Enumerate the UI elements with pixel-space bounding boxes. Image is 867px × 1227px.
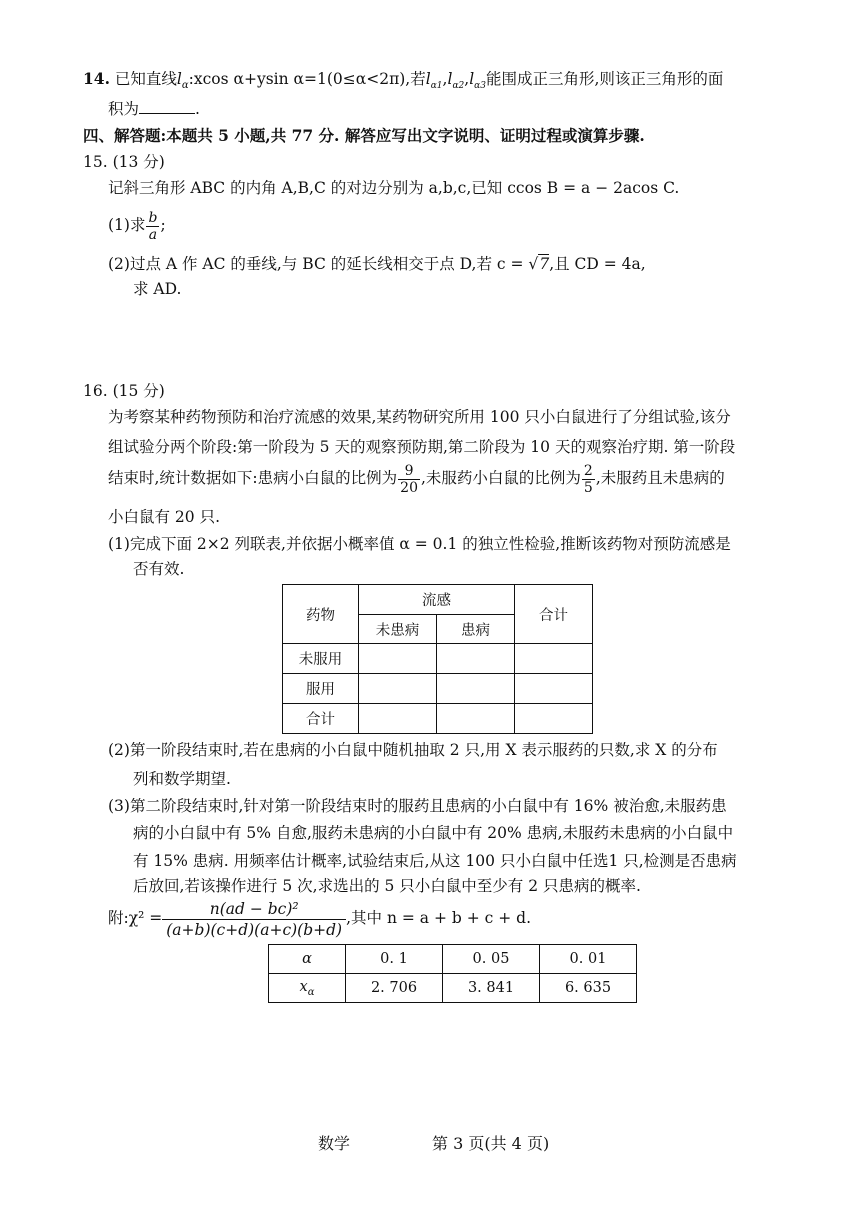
q15-part-1 (108, 207, 166, 243)
sqrt-sign: √ (528, 255, 539, 273)
q16-part-3-line-3: 有 15% 患病. 用频率估计概率,试验结束后,从这 100 只小白鼠中任选1 只,检测是否患病 (133, 852, 737, 870)
q16-part-1-line-1: (1)完成下面 2×2 列联表,并依据小概率值 α = 0.1 的独立性检验,推断该药物对预防流感是 (108, 535, 731, 553)
answer-cell[interactable] (437, 644, 515, 674)
q14-number: 14. (83, 69, 110, 88)
x-symbol: x (299, 978, 308, 995)
subheader-sick: 患病 (437, 615, 515, 644)
q14-line-1 (83, 68, 723, 97)
contingency-table (282, 584, 593, 734)
table-row (269, 945, 637, 974)
table-cell: 6. 635 (540, 974, 637, 1003)
q15-part-2-line-1 (108, 253, 646, 275)
q16-part-3-line-1: (3)第二阶段结束时,针对第一阶段结束时的服药且患病的小白鼠中有 16% 被治愈,未服药患 (108, 797, 727, 815)
q14-l3: l (469, 70, 475, 88)
critical-value-table (268, 944, 637, 1003)
q16-part-2-line-1: (2)第一阶段结束时,若在患病的小白鼠中随机抽取 2 只,用 X 表示服药的只数,求 X 的分布 (108, 741, 718, 759)
q16-stem-line-2: 组试验分两个阶段:第一阶段为 5 天的观察预防期,第二阶段为 10 天的观察治疗期. 第一阶段 (108, 438, 736, 456)
q15-header: 15. (13 分) (83, 153, 165, 171)
q16-stem-3b: ,未服药小白鼠的比例为 (420, 469, 581, 487)
alpha-header: α (269, 945, 346, 974)
q16-stem-line-1: 为考察某种药物预防和治疗流感的效果,某药物研究所用 100 只小白鼠进行了分组试验,该分 (108, 408, 731, 426)
row-label-drug: 服用 (283, 674, 359, 704)
q15-p1-label: (1)求 (108, 216, 146, 234)
q16-header: 16. (15 分) (83, 382, 165, 400)
table-cell: 0. 1 (346, 945, 443, 974)
q14-l1-sub: α1 (430, 81, 443, 92)
q14-text-end: 能围成正三角形,则该正三角形的面 (485, 70, 724, 88)
q15-p1-end: ; (160, 216, 166, 234)
q15-p2-text-a: (2)过点 A 作 AC 的垂线,与 BC 的延长线相交于点 D,若 c = (108, 255, 529, 273)
x-subscript: α (307, 986, 315, 998)
table-row (283, 704, 593, 734)
q14-text-a: 已知直线 (114, 70, 177, 88)
table-cell: 0. 01 (540, 945, 637, 974)
row-label-no-drug: 未服用 (283, 644, 359, 674)
sqrt-value: 7 (539, 255, 550, 273)
q14-l2-sub: α2 (452, 81, 465, 92)
q14-answer-blank[interactable] (139, 99, 195, 114)
answer-cell[interactable] (515, 644, 593, 674)
q15-stem: 记斜三角形 ABC 的内角 A,B,C 的对边分别为 a,b,c,已知 ccos B = a − 2acos C. (108, 179, 680, 197)
answer-cell[interactable] (515, 704, 593, 734)
q15-part-2-line-2: 求 AD. (133, 280, 182, 298)
q14-comma-2: , (464, 70, 470, 88)
q14-l: l (176, 70, 182, 88)
frac-denominator: 20 (400, 479, 418, 496)
frac-numerator: 9 (398, 463, 420, 480)
section-4-heading: 四、解答题:本题共 5 小题,共 77 分. 解答应写出文字说明、证明过程或演算步骤. (83, 126, 645, 145)
q16-stem-3c: ,未服药且未患病的 (595, 469, 725, 487)
answer-cell[interactable] (437, 674, 515, 704)
answer-cell[interactable] (359, 644, 437, 674)
q14-line-2 (108, 98, 200, 120)
q14-l1: l (425, 70, 431, 88)
frac-denominator: (a+b)(c+d)(a+c)(b+d) (166, 920, 343, 939)
header-flu: 流感 (359, 585, 515, 615)
appendix-tail: ,其中 n = a + b + c + d. (346, 909, 532, 927)
q16-sick-ratio-fraction (398, 463, 420, 496)
frac-numerator: n(ad − bc)² (162, 899, 346, 920)
q14-period: . (195, 100, 200, 118)
q16-stem-line-4: 小白鼠有 20 只. (108, 508, 221, 526)
answer-cell[interactable] (515, 674, 593, 704)
q15-p2-text-b: ,且 CD = 4a, (549, 255, 646, 273)
table-cell: 2. 706 (346, 974, 443, 1003)
table-row (283, 674, 593, 704)
chi-square-fraction (162, 899, 346, 940)
q16-part-3-line-2: 病的小白鼠中有 5% 自愈,服药未患病的小白鼠中有 20% 患病,未服药未患病的小白鼠中 (133, 824, 734, 842)
table-row (269, 974, 637, 1003)
subheader-not-sick: 未患病 (359, 615, 437, 644)
q14-area-label: 积为 (108, 100, 140, 118)
appendix-label: 附:χ² = (108, 909, 163, 927)
q16-part-3-line-4: 后放回,若该操作进行 5 次,求选出的 5 只小白鼠中至少有 2 只患病的概率. (133, 877, 641, 895)
q15-b-over-a-fraction (146, 210, 159, 243)
q14-l-sub: α (181, 80, 189, 92)
q16-stem-3a: 结束时,统计数据如下:患病小白鼠的比例为 (108, 469, 398, 487)
answer-cell[interactable] (359, 674, 437, 704)
footer-subject: 数学 (318, 1134, 351, 1153)
appendix-formula (108, 898, 531, 940)
row-label-total: 合计 (283, 704, 359, 734)
table-row (283, 644, 593, 674)
frac-denominator: a (148, 226, 158, 243)
frac-numerator: b (148, 209, 158, 226)
q14-equation: :xcos α+ysin α=1(0≤α<2π),若 (188, 70, 426, 88)
frac-denominator: 5 (583, 479, 593, 496)
q16-stem-line-3 (108, 460, 725, 496)
x-alpha-header (269, 974, 346, 1003)
table-cell: 3. 841 (443, 974, 540, 1003)
q14-l3-sub: α3 (474, 81, 486, 92)
q14-l2: l (447, 70, 453, 88)
frac-numerator: 2 (583, 462, 593, 479)
answer-cell[interactable] (359, 704, 437, 734)
header-total: 合计 (515, 585, 593, 644)
q16-no-drug-ratio-fraction (582, 463, 595, 496)
q16-part-2-line-2: 列和数学期望. (133, 770, 231, 788)
q14-comma-1: , (442, 70, 448, 88)
table-row (283, 585, 593, 615)
answer-cell[interactable] (437, 704, 515, 734)
table-cell: 0. 05 (443, 945, 540, 974)
footer-page-number: 第 3 页(共 4 页) (432, 1134, 550, 1153)
header-drug: 药物 (283, 585, 359, 644)
q16-part-1-line-2: 否有效. (133, 560, 185, 578)
